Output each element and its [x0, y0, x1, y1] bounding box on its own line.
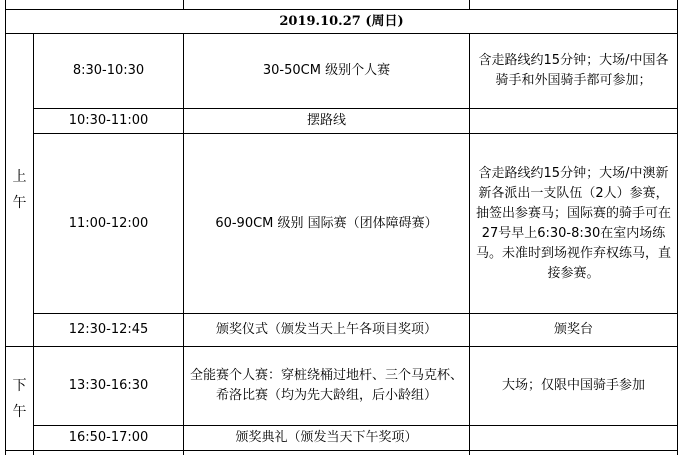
time-cell: 8:30-10:30: [72, 63, 145, 78]
time-cell: 13:30-16:30: [68, 378, 149, 393]
note-cell: [470, 109, 677, 133]
grid-line: [677, 0, 678, 455]
time-cell: 16:50-17:00: [68, 430, 149, 445]
event-cell: 全能赛个人赛：穿桩绕桶过地杆、三个马克杯、希洛比赛（均为先大龄组，后小龄组）: [190, 368, 464, 403]
event-cell: 颁奖典礼（颁发当天下午奖项）: [235, 430, 418, 445]
grid-line: [5, 450, 678, 451]
event-cell: 摆路线: [306, 113, 346, 128]
afternoon-label: 下午: [12, 377, 27, 420]
event-cell: 30-50CM 级别个人赛: [262, 63, 391, 78]
morning-label: 上午: [12, 169, 27, 211]
event-cell: 颁奖仪式（颁发当天上午各项目奖项）: [215, 322, 437, 337]
note-cell: 大场；仅限中国骑手参加: [501, 378, 645, 393]
note-cell: 含走路线约15分钟；大场/中澳新新各派出一支队伍（2人）参赛，抽签出参赛马；国际赛的骑手可在27号早上6:30-8:30在室内场练马。未准时到场视作弃权练马，直接参赛。: [475, 165, 671, 281]
note-cell: [470, 426, 677, 450]
time-cell: 11:00-12:00: [68, 215, 149, 231]
date-header: 2019.10.27 (周日): [279, 13, 404, 29]
time-cell: 12:30-12:45: [68, 322, 149, 337]
event-cell: 60-90CM 级别 国际赛（团体障碍赛）: [215, 215, 438, 231]
time-cell: 10:30-11:00: [68, 113, 149, 128]
note-cell: 含走路线约15分钟；大场/中国各骑手和外国骑手都可参加；: [478, 53, 669, 88]
note-cell: 颁奖台: [553, 322, 593, 337]
